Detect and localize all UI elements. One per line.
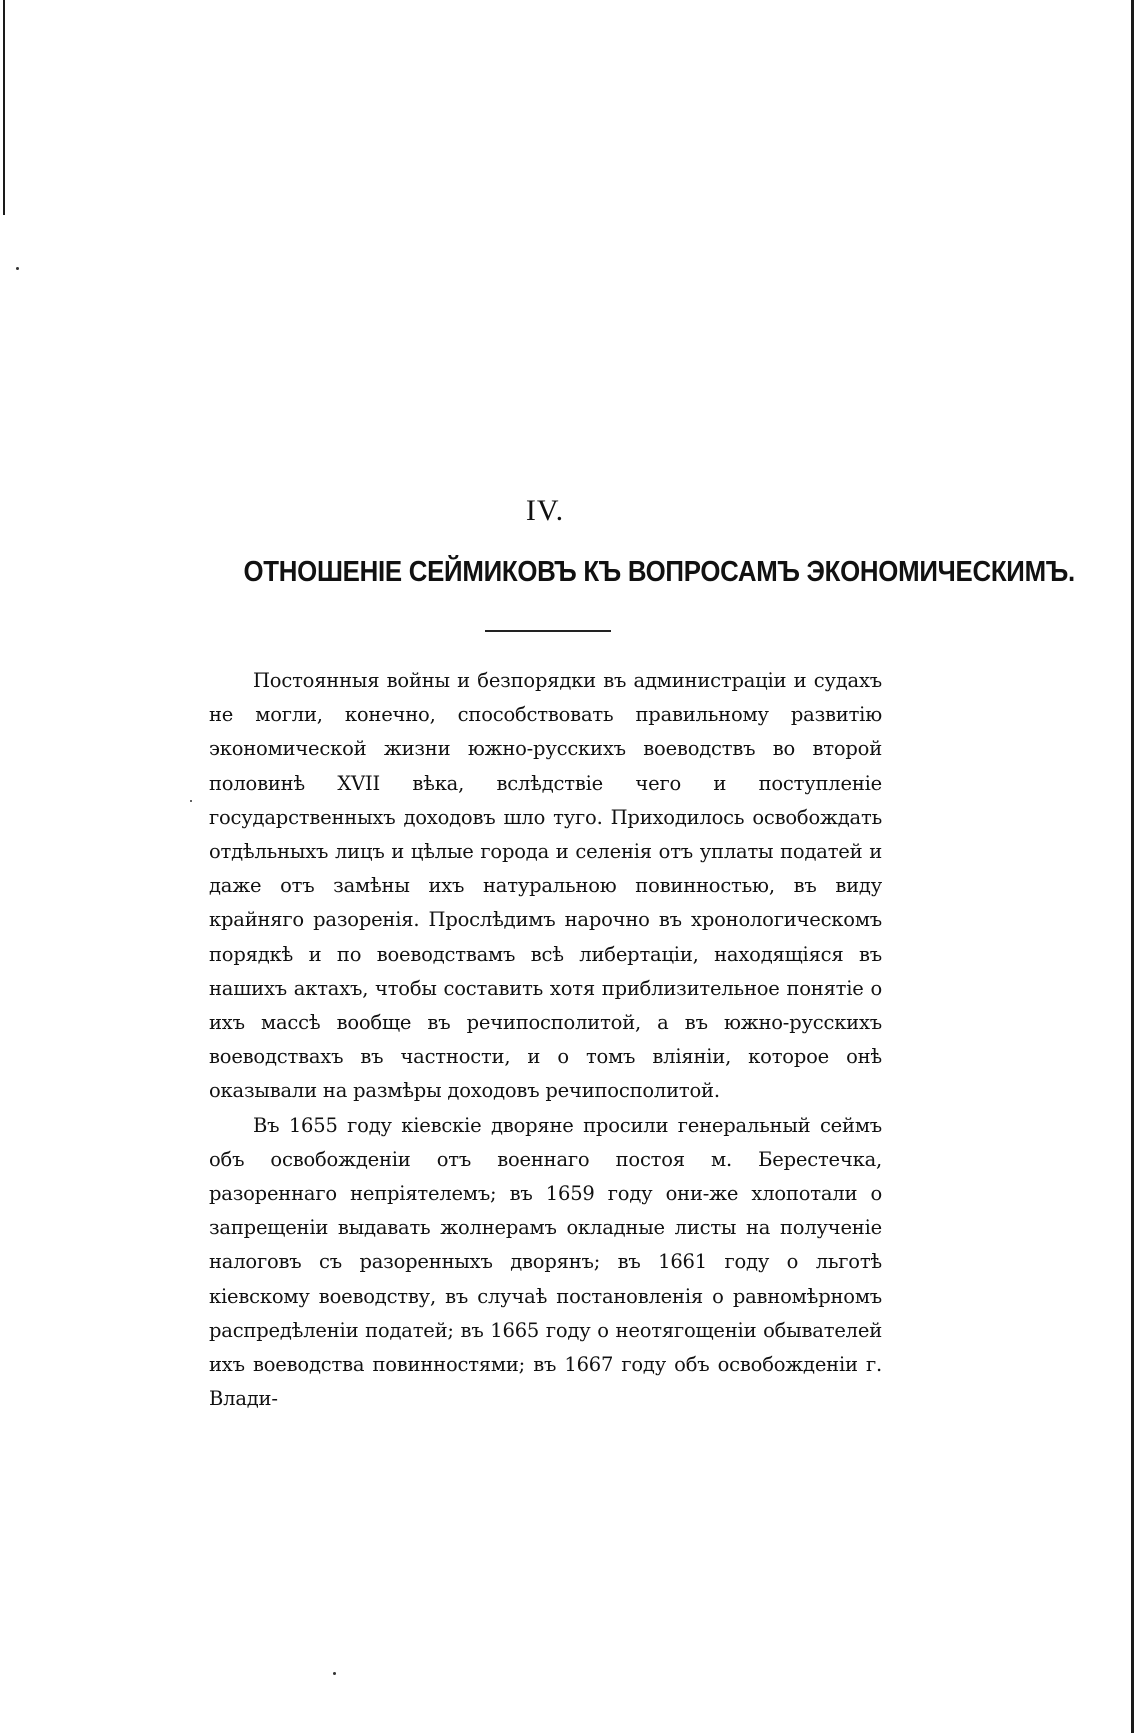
scan-speck xyxy=(333,1672,336,1675)
title-separator xyxy=(485,630,611,632)
scan-speck xyxy=(16,267,19,270)
body-text xyxy=(209,664,882,1416)
paragraph-2: Въ 1655 году кіевскіе дворяне просили генеральный сеймъ объ освобожденіи отъ военнаго постоя м. Берестечка, разореннаго непріятелемъ; въ 1659 году они-же хлопотали о запрещеніи выдавать жолнерамъ окладные листы на полученіе налоговъ съ разоренныхъ дворянъ; въ 1661 году о льготѣ кіевскому воеводству, въ случаѣ постановленія о равномѣрномъ распредѣленіи податей; въ 1665 году о неотягощеніи обывателей ихъ воеводства повинностями; въ 1667 году объ освобожденіи г. Влади- xyxy=(209,1113,882,1411)
chapter-title: ОТНОШЕНІЕ СЕЙМИКОВЪ КЪ ВОПРОСАМЪ ЭКОНОМИЧЕСКИМЪ. xyxy=(243,556,1075,588)
scan-speck xyxy=(190,800,192,802)
scan-edge-left xyxy=(3,0,5,215)
chapter-number: IV. xyxy=(525,494,565,527)
paragraph-1: Постоянныя войны и безпорядки въ администраціи и судахъ не могли, конечно, способствовать правильному развитію экономической жизни южно-русскихъ воеводствъ во второй половинѣ XVII вѣка, вслѣдствіе чего и поступленіе государственныхъ доходовъ шло туго. Приходилось освобождать отдѣльныхъ лицъ и цѣлые города и селенія отъ уплаты податей и даже отъ замѣны ихъ натуральною повинностью, въ виду крайняго разоренія. Прослѣдимъ нарочно въ хронологическомъ порядкѣ и по воеводствамъ всѣ либертаціи, находящіяся въ нашихъ актахъ, чтобы составить хотя приблизительное понятіе о ихъ массѣ вообще въ речипосполитой, а въ южно-русскихъ воеводствахъ въ частности, и о томъ вліяніи, которое онѣ оказывали на размѣры доходовъ речипосполитой. xyxy=(209,669,882,1103)
scan-edge-right xyxy=(1131,0,1134,1733)
